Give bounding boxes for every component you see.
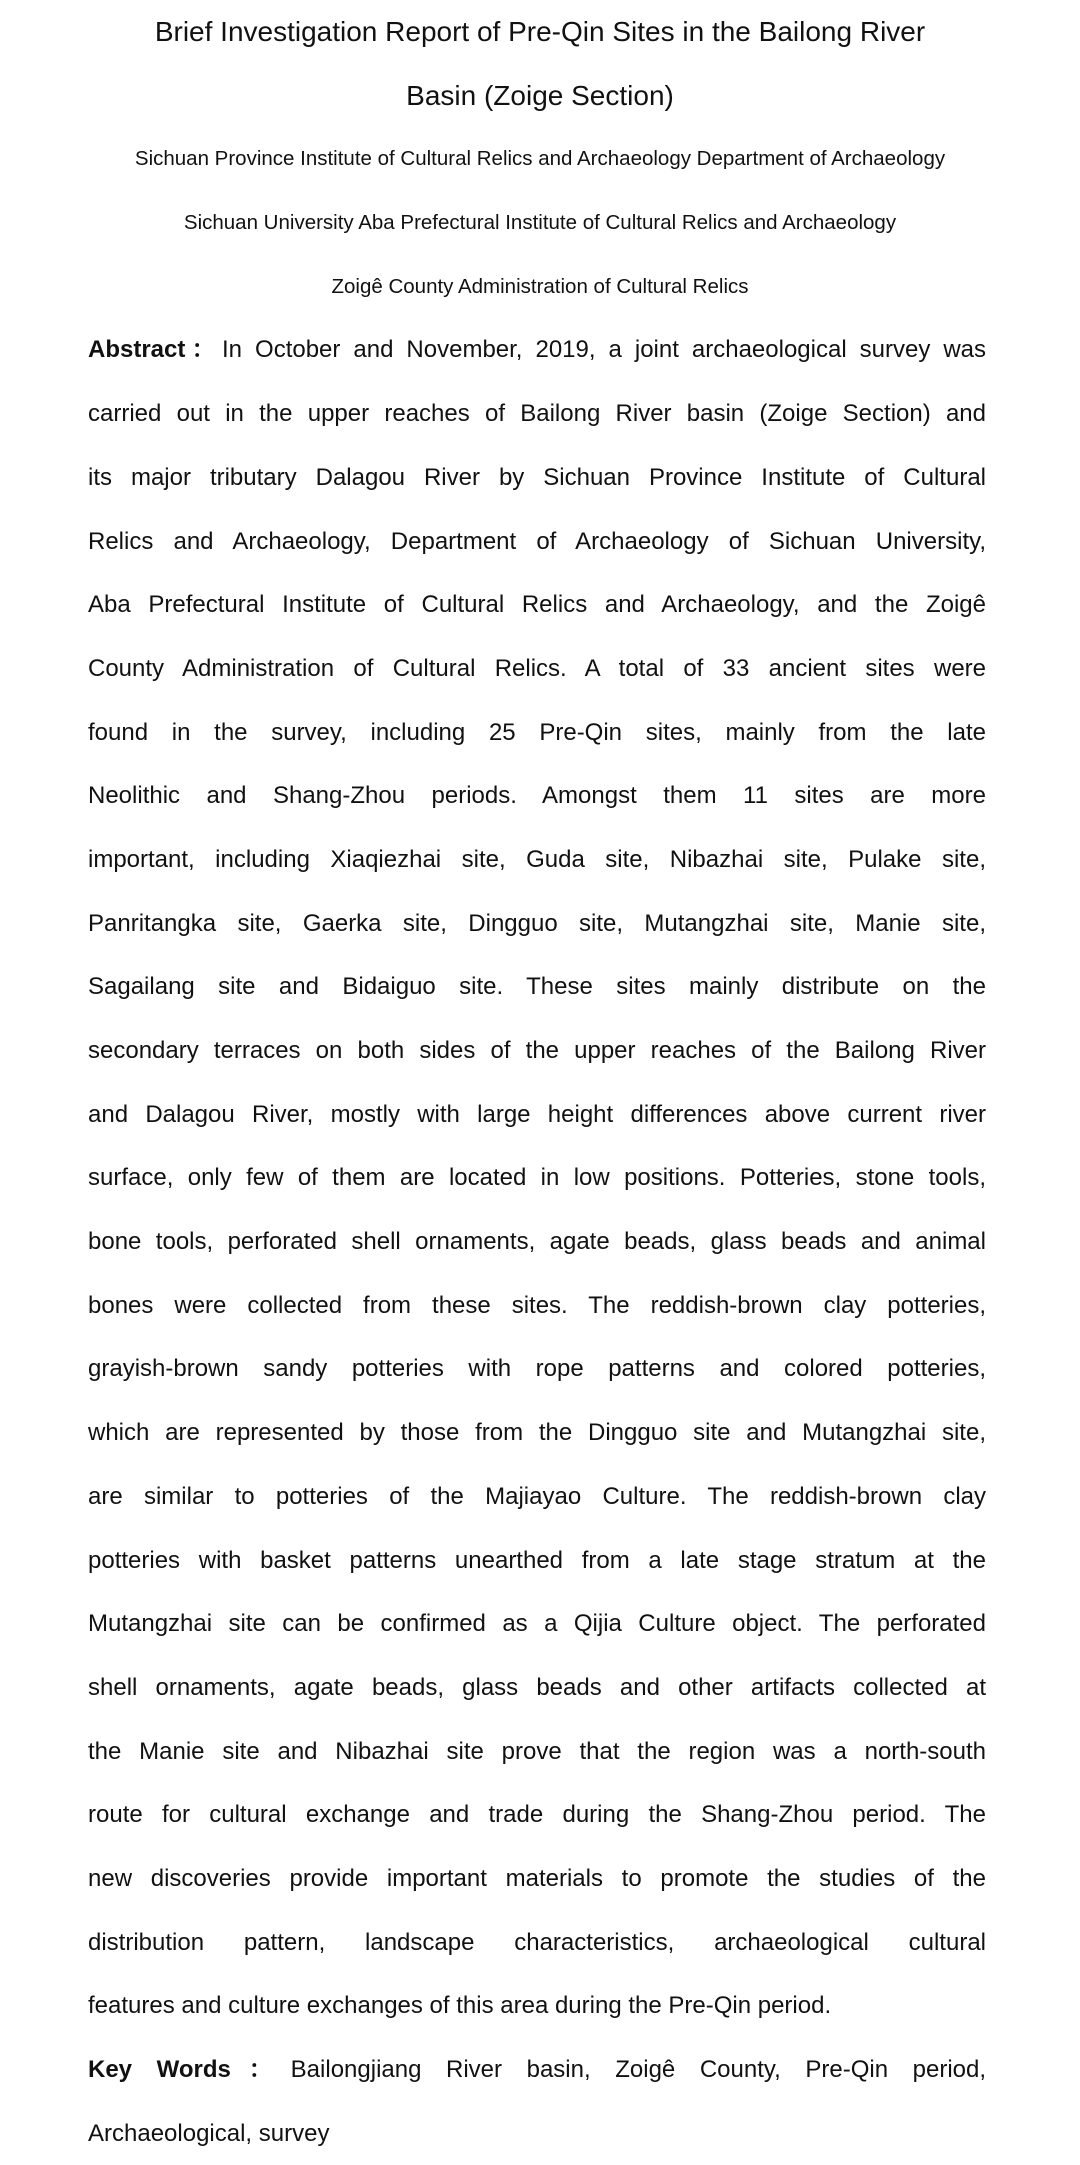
affiliation: Zoigê County Administration of Cultural Relics [331, 274, 749, 298]
abstract-line [88, 1146, 986, 1210]
abstract-line [88, 701, 986, 765]
abstract-text: County Administration of Cultural Relics. A total of 33 ancient sites were [88, 654, 986, 682]
abstract-line [88, 1274, 986, 1338]
abstract-line [88, 764, 986, 828]
abstract-line [88, 1720, 986, 1784]
abstract-text: bone tools, perforated shell ornaments, agate beads, glass beads and animal [88, 1228, 986, 1256]
abstract [0, 318, 1080, 2038]
title-line: Basin (Zoige Section) [406, 79, 674, 111]
abstract-text: are similar to potteries of the Majiayao Culture. The reddish-brown clay [88, 1482, 986, 1510]
paper-title [0, 0, 1080, 127]
title-line: Brief Investigation Report of Pre-Qin Sites in the Bailong River [154, 16, 926, 47]
abstract-text: carried out in the upper reaches of Bailong River basin (Zoige Section) and [88, 400, 986, 428]
abstract-text: potteries with basket patterns unearthed from a late stage stratum at the [88, 1546, 986, 1574]
abstract-line [88, 892, 986, 956]
abstract-text: Neolithic and Shang-Zhou periods. Amongst them 11 sites are more [88, 782, 986, 810]
abstract-text: Sagailang site and Bidaiguo site. These sites mainly distribute on the [88, 973, 986, 1001]
abstract-line [88, 446, 986, 510]
keywords-line [88, 2102, 986, 2165]
abstract-line [88, 382, 986, 446]
abstract-line [88, 1401, 986, 1465]
abstract-text: Panritangka site, Gaerka site, Dingguo site, Mutangzhai site, Manie site, [88, 909, 986, 937]
abstract-text: which are represented by those from the Dingguo site and Mutangzhai site, [88, 1419, 986, 1447]
abstract-text: and Dalagou River, mostly with large height differences above current river [88, 1100, 986, 1128]
abstract-line [88, 1019, 986, 1083]
abstract-line [88, 955, 986, 1019]
abstract-text: In October and November, 2019, a joint archaeological survey was [222, 336, 987, 364]
abstract-line [88, 1847, 986, 1911]
abstract-label: Abstract： [88, 336, 223, 364]
abstract-line [88, 828, 986, 892]
abstract-text: distribution pattern, landscape characteristics, archaeological cultural [88, 1928, 986, 1956]
abstract-line [88, 318, 986, 382]
abstract-text: secondary terraces on both sides of the upper reaches of the Bailong River [88, 1037, 986, 1064]
abstract-text: important, including Xiaqiezhai site, Guda site, Nibazhai site, Pulake site, [88, 845, 986, 873]
keywords-text: Archaeological, survey [88, 2119, 330, 2147]
abstract-text: route for cultural exchange and trade during the Shang-Zhou period. The [88, 1801, 986, 1829]
abstract-text: Mutangzhai site can be confirmed as a Qijia Culture object. The perforated [88, 1610, 986, 1638]
abstract-line [88, 1911, 986, 1975]
abstract-line [88, 1974, 986, 2038]
keywords-line [88, 2038, 986, 2102]
abstract-line [88, 1592, 986, 1656]
abstract-text: the Manie site and Nibazhai site prove that the region was a north-south [88, 1737, 986, 1765]
affiliation: Sichuan University Aba Prefectural Institute of Cultural Relics and Archaeology [183, 211, 897, 235]
keywords-text: Bailongjiang River basin, Zoigê County, Pre-Qin period, [290, 2056, 987, 2083]
affiliations [0, 127, 1080, 318]
abstract-text: surface, only few of them are located in low positions. Potteries, stone tools, [88, 1164, 986, 1192]
abstract-line [88, 1529, 986, 1593]
abstract-line [88, 637, 986, 701]
abstract-text: new discoveries provide important materials to promote the studies of the [88, 1864, 986, 1892]
abstract-line [88, 1083, 986, 1147]
abstract-text: Relics and Archaeology, Department of Archaeology of Sichuan University, [88, 527, 986, 555]
abstract-text: Aba Prefectural Institute of Cultural Relics and Archaeology, and the Zoigê [88, 591, 986, 619]
abstract-line [88, 1465, 986, 1529]
abstract-line [88, 573, 986, 637]
abstract-text: its major tributary Dalagou River by Sichuan Province Institute of Cultural [88, 463, 986, 491]
abstract-text: grayish-brown sandy potteries with rope patterns and colored potteries, [88, 1355, 986, 1383]
abstract-line [88, 1783, 986, 1847]
abstract-line [88, 1656, 986, 1720]
abstract-text: features and culture exchanges of this area during the Pre-Qin period. [88, 1992, 832, 2020]
abstract-text: found in the survey, including 25 Pre-Qin sites, mainly from the late [88, 718, 986, 746]
keywords-label: Key Words： [88, 2056, 291, 2083]
keywords [0, 2038, 1080, 2165]
abstract-line [88, 510, 986, 574]
abstract-text: bones were collected from these sites. The reddish-brown clay potteries, [88, 1291, 986, 1319]
abstract-line [88, 1337, 986, 1401]
abstract-text: shell ornaments, agate beads, glass beads and other artifacts collected at [88, 1673, 986, 1701]
affiliation: Sichuan Province Institute of Cultural Relics and Archaeology Department of Archaeology [134, 147, 946, 171]
abstract-line [88, 1210, 986, 1274]
